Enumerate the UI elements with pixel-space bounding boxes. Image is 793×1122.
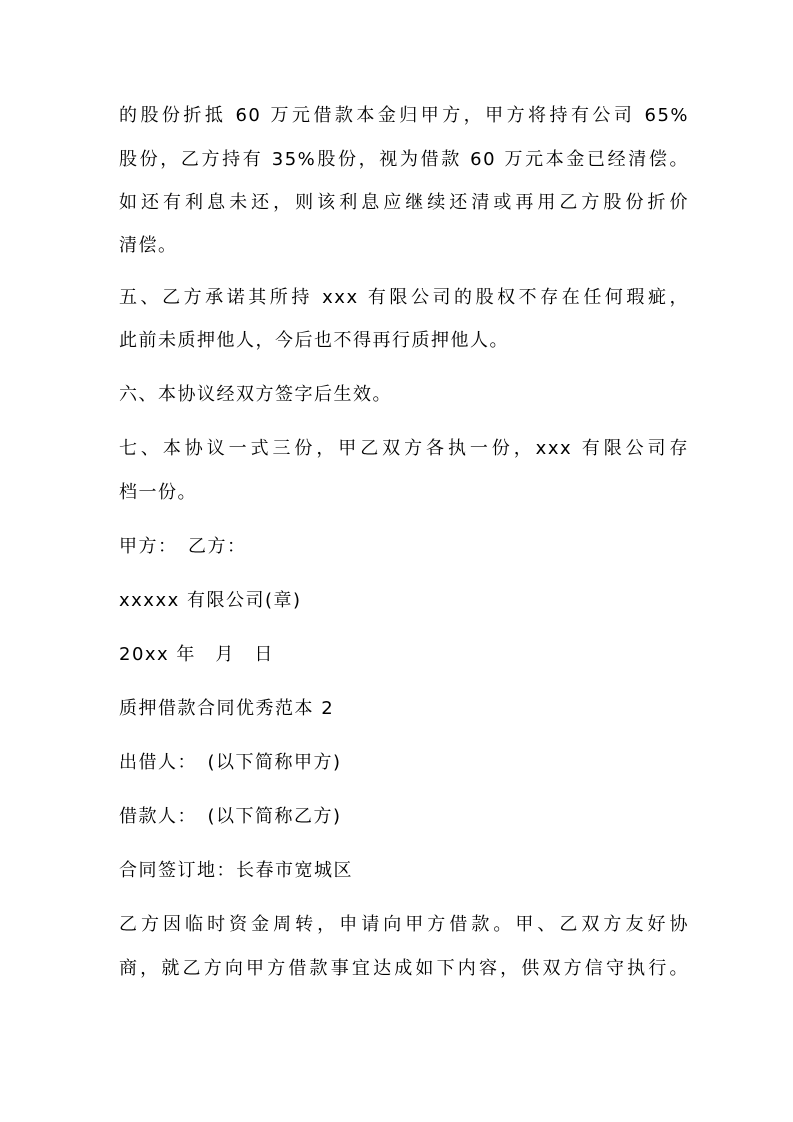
clause-7-line: 档一份。 [119,482,197,503]
paragraph-line: 清偿。 [119,235,178,256]
lender-line: 出借人： (以下简称甲方) [119,752,342,773]
paragraph-line: 如还有利息未还，则该利息应继续还清或再用乙方股份折价 [119,192,689,213]
clause-5-line: 五、乙方承诺其所持 xxx 有限公司的股权不存在任何瑕疵， [119,287,689,308]
clause-6-line: 六、本协议经双方签字后生效。 [119,384,392,405]
signature-parties: 甲方： 乙方： [119,536,247,557]
signing-place-line: 合同签订地：长春市宽城区 [119,860,353,881]
intro-paragraph-line: 商，就乙方向甲方借款事宜达成如下内容，供双方信守执行。 [119,958,689,979]
paragraph-line: 的股份折抵 60 万元借款本金归甲方，甲方将持有公司 65% [119,105,689,126]
clause-7-line: 七、本协议一式三份，甲乙双方各执一份，xxx 有限公司存 [119,438,689,459]
clause-5-line: 此前未质押他人，今后也不得再行质押他人。 [119,330,509,351]
section-title: 质押借款合同优秀范本 2 [119,698,335,719]
borrower-line: 借款人： (以下简称乙方) [119,806,342,827]
intro-paragraph-line: 乙方因临时资金周转，申请向甲方借款。甲、乙双方友好协 [119,914,689,935]
paragraph-line: 股份，乙方持有 35%股份，视为借款 60 万元本金已经清偿。 [119,149,689,170]
date-line: 20xx 年 月 日 [119,644,274,665]
company-seal-line: xxxxx 有限公司(章) [119,590,302,611]
